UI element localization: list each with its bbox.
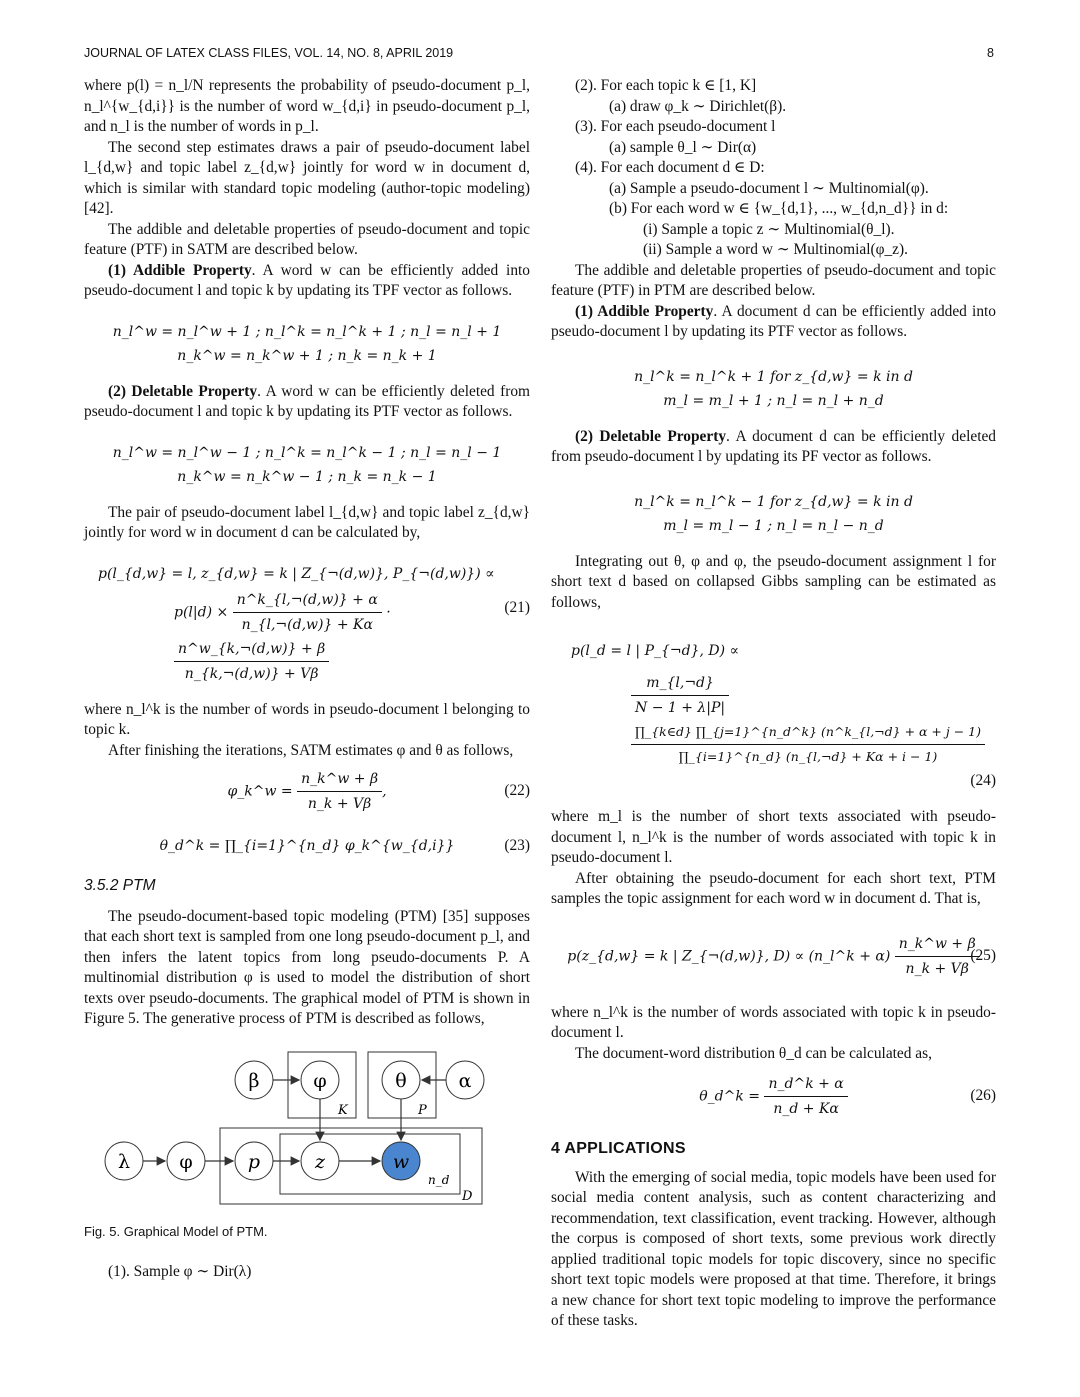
- bold-term: (1) Addible Property: [108, 261, 252, 279]
- paragraph-text: . A word w can be efficiently added into pseudo-document l and topic k by updating its TPF vector as follows.: [84, 261, 530, 299]
- bold-term: (1) Addible Property: [575, 302, 714, 320]
- fraction: [631, 720, 985, 769]
- denominator: n_k + Vβ: [307, 796, 372, 812]
- numerator: n^w_{k,¬(d,w)} + β: [174, 637, 329, 662]
- equation-line: n_l^k = n_l^k + 1 for z_{d,w} = k in d: [634, 368, 913, 385]
- equation-term: p(z_{d,w} = k | Z_{¬(d,w)}, D) ∝ (n_l^k + α): [567, 948, 891, 964]
- node-label: w: [392, 1150, 410, 1173]
- node-label: φ: [313, 1069, 327, 1092]
- numerator: n_k^w + β: [297, 767, 382, 792]
- equation-line: n_k^w = n_k^w − 1 ; n_k = n_k − 1: [177, 468, 437, 485]
- bold-term: (2) Deletable Property: [108, 382, 258, 400]
- equation-line: m_l = m_l + 1 ; n_l = n_l + n_d: [663, 392, 884, 409]
- equation-number: (26): [970, 1087, 996, 1104]
- denominator: n_d + Kα: [773, 1101, 839, 1117]
- equation-number: (22): [504, 782, 530, 799]
- equation-line: n_k^w = n_k^w + 1 ; n_k = n_k + 1: [177, 347, 437, 364]
- numerator: m_{l,¬d}: [631, 671, 729, 696]
- denominator: n_k + Vβ: [905, 960, 969, 977]
- generative-substep: (i) Sample a topic z ∼ Multinomial(θ_l).: [643, 220, 895, 238]
- paragraph: where n_l^k is the number of words associated with topic k in pseudo-document l.: [551, 1003, 996, 1041]
- plate-label-d: D: [462, 1188, 473, 1204]
- generative-substep: (a) Sample a pseudo-document l ∼ Multinomial(φ).: [609, 179, 929, 197]
- fraction: [764, 1072, 847, 1121]
- paragraph-text: . A document d can be efficiently deleted from pseudo-document l by updating its PF vector as follows.: [551, 427, 996, 465]
- paragraph: The document-word distribution θ_d can be calculated as,: [575, 1044, 932, 1062]
- generative-step: (4). For each document d ∈ D:: [575, 159, 765, 176]
- node-label: z: [314, 1150, 326, 1173]
- paragraph: [551, 427, 996, 468]
- equation-24: [551, 639, 996, 793]
- equation-addible: [84, 320, 530, 368]
- equation-number: (25): [970, 946, 996, 964]
- denominator: N − 1 + λ|P|: [635, 700, 726, 716]
- plate-label-k: K: [338, 1102, 348, 1118]
- paragraph: [84, 261, 530, 302]
- generative-substep: (a) draw φ_k ∼ Dirichlet(β).: [609, 97, 787, 115]
- node-label: β: [248, 1069, 260, 1092]
- section-heading: 3.5.2 PTM: [84, 877, 156, 894]
- paragraph-text: . A document d can be efficiently added into pseudo-document l by updating its PTF vector as follows.: [551, 302, 996, 340]
- equation-line: p(l_{d,w} = l, z_{d,w} = k | Z_{¬(d,w)}, P_{¬(d,w)}) ∝: [98, 565, 495, 582]
- paragraph-text: . A word w can be efficiently deleted from pseudo-document l and topic k by updating its PTF vector as follows.: [84, 382, 530, 420]
- paragraph: The pair of pseudo-document label l_{d,w} and topic label z_{d,w} jointly for word w in document d can be calculated by,: [84, 503, 530, 541]
- bold-term: (2) Deletable Property: [575, 427, 727, 445]
- paragraph: [551, 302, 996, 343]
- denominator: n_{k,¬(d,w)} + Vβ: [184, 665, 319, 682]
- generative-substep: (b) For each word w ∈ {w_{d,1}, ..., w_{d,n_d}} in d:: [609, 200, 949, 217]
- node-label: θ: [395, 1069, 407, 1092]
- fraction: [233, 588, 382, 637]
- paragraph: The pseudo-document-based topic modeling (PTM) [35] supposes that each short text is sampled from one long pseudo-document p_l, and then infers the latent topics from long pseudo-documents P. A multinomial distribution φ is used to model the distribution of short texts over pseudo-documents. The graphical model of PTM is shown in Figure 5. The generative process of PTM is described as follows,: [84, 907, 530, 1027]
- numerator: n_k^w + β: [895, 932, 980, 957]
- equation-deletable: [84, 441, 530, 489]
- equation-line: n_l^w = n_l^w − 1 ; n_l^k = n_l^k − 1 ; n_l = n_l − 1: [112, 444, 502, 461]
- denominator: n_{l,¬(d,w)} + Kα: [241, 616, 373, 633]
- generative-step: (2). For each topic k ∈ [1, K]: [575, 77, 757, 94]
- fraction: [895, 932, 980, 981]
- equation-line: n_l^k = n_l^k − 1 for z_{d,w} = k in d: [634, 493, 913, 510]
- paragraph: where m_l is the number of short texts associated with pseudo-document l, n_l^k is the number of words associated with topic k in pseudo-document l.: [551, 808, 996, 866]
- left-column: [84, 76, 530, 1283]
- equation-line: n_l^w = n_l^w + 1 ; n_l^k = n_l^k + 1 ; n_l = n_l + 1: [112, 323, 502, 340]
- equation-25: [551, 932, 996, 981]
- equation-22: φ_k^w = $\frac{n\_k\^{}w + \beta}{n\_k + V\beta}$ , (22): [84, 767, 530, 816]
- paragraph: The second step estimates draws a pair of pseudo-document label l_{d,w} and topic label z_{d,w} jointly for word w in document d, which is similar with standard topic modeling (author-topic modeling) [42].: [84, 138, 530, 217]
- equation-line: p(l_d = l | P_{¬d}, D) ∝: [571, 643, 740, 659]
- right-column: [551, 76, 996, 1332]
- paragraph: After finishing the iterations, SATM estimates φ and θ as follows,: [108, 741, 514, 759]
- numerator: n_d^k + α: [764, 1072, 847, 1097]
- paragraph: After obtaining the pseudo-document for each short text, PTM samples the topic assignment for each word w in document d. That is,: [551, 869, 996, 907]
- numerator: ∏_{k∈d} ∏_{j=1}^{n_d^k} (n^k_{l,¬d} + α + j − 1): [631, 720, 985, 745]
- paragraph: where n_l^k is the number of words in pseudo-document l belonging to topic k.: [84, 700, 530, 738]
- equation-ptm-deletable: [551, 490, 996, 538]
- generative-step: (3). For each pseudo-document l: [575, 118, 776, 135]
- fraction: [174, 637, 329, 686]
- equation-ptm-addible: [551, 365, 996, 413]
- paragraph: [84, 382, 530, 423]
- graphical-model-figure: [84, 1044, 530, 1214]
- paragraph: The addible and deletable properties of pseudo-document and topic feature (PTF) in SATM are described below.: [84, 220, 530, 258]
- page-number: 8: [987, 46, 994, 60]
- generative-substep: (ii) Sample a word w ∼ Multinomial(φ_z).: [643, 241, 908, 258]
- plate-label-nd: n_d: [428, 1172, 450, 1187]
- equation-term: p(l|d) ×: [174, 604, 229, 620]
- equation-26: [551, 1072, 996, 1121]
- plate-label-p: P: [418, 1102, 427, 1118]
- equation-term: φ_k^w =: [227, 783, 293, 800]
- figure-caption: Fig. 5. Graphical Model of PTM.: [84, 1223, 268, 1239]
- node-label: φ: [179, 1150, 193, 1173]
- section-heading: 4 APPLICATIONS: [551, 1140, 686, 1157]
- denominator: ∏_{i=1}^{n_d} (n_{l,¬d} + Kα + i − 1): [678, 749, 938, 764]
- paragraph: Integrating out θ, φ and φ, the pseudo-document assignment l for short text d based on collapsed Gibbs sampling can be estimated as follows,: [551, 552, 996, 611]
- node-label: p: [247, 1150, 261, 1173]
- generative-step: (1). Sample φ ∼ Dir(λ): [108, 1263, 252, 1280]
- equation-term: θ_d^k =: [699, 1088, 761, 1105]
- running-header: [84, 46, 994, 66]
- node-label: λ: [117, 1150, 131, 1173]
- generative-substep: (a) sample θ_l ∼ Dir(α): [609, 138, 757, 156]
- equation-21: p(l_{d,w} = l, z_{d,w} = k | Z_{¬(d,w)}, P_{¬(d,w)}) ∝ p(l|d) × $\frac{n\^{}k\_\{l,\neg(d,w)\} + \alpha}{n\_\{l,\neg(d,w)\} + K\alpha}$ · $\frac{n\^{}w\_\{k,\neg(d,w)\} + \beta}{n\_\{k,\neg(d,w)\} + V\beta}$ (21): [84, 562, 530, 686]
- numerator: n^k_{l,¬(d,w)} + α: [233, 588, 382, 613]
- journal-title: JOURNAL OF LATEX CLASS FILES, VOL. 14, NO. 8, APRIL 2019: [84, 46, 454, 60]
- equation-number: (24): [970, 772, 996, 789]
- equation-23: [84, 834, 530, 858]
- equation-number: (23): [504, 837, 530, 854]
- paragraph: where p(l) = n_l/N represents the probability of pseudo-document p_l, n_l^{w_{d,i}} is the number of word w_{d,i} in pseudo-document p_l, and n_l is the number of words in p_l.: [84, 77, 530, 135]
- equation-line: θ_d^k = ∏_{i=1}^{n_d} φ_k^{w_{d,i}}: [159, 838, 455, 854]
- equation-number: (21): [504, 598, 530, 616]
- paragraph: The addible and deletable properties of pseudo-document and topic feature (PTF) in PTM are described below.: [551, 261, 996, 299]
- paragraph: With the emerging of social media, topic models have been used for social media content analysis, such as content characterizing and recommendation, text classification, event tracking. However, although the corpus is composed of short texts, some previous work directly applied traditional topic models for topic discovery, since no specific short text topic models were proposed at that time. Therefore, it brings a new chance for short text topic modeling to improve the performance of these tasks.: [551, 1168, 996, 1329]
- equation-line: m_l = m_l − 1 ; n_l = n_l − n_d: [663, 517, 884, 534]
- node-label: α: [458, 1069, 472, 1092]
- fraction: [631, 671, 729, 720]
- fraction: [297, 767, 382, 816]
